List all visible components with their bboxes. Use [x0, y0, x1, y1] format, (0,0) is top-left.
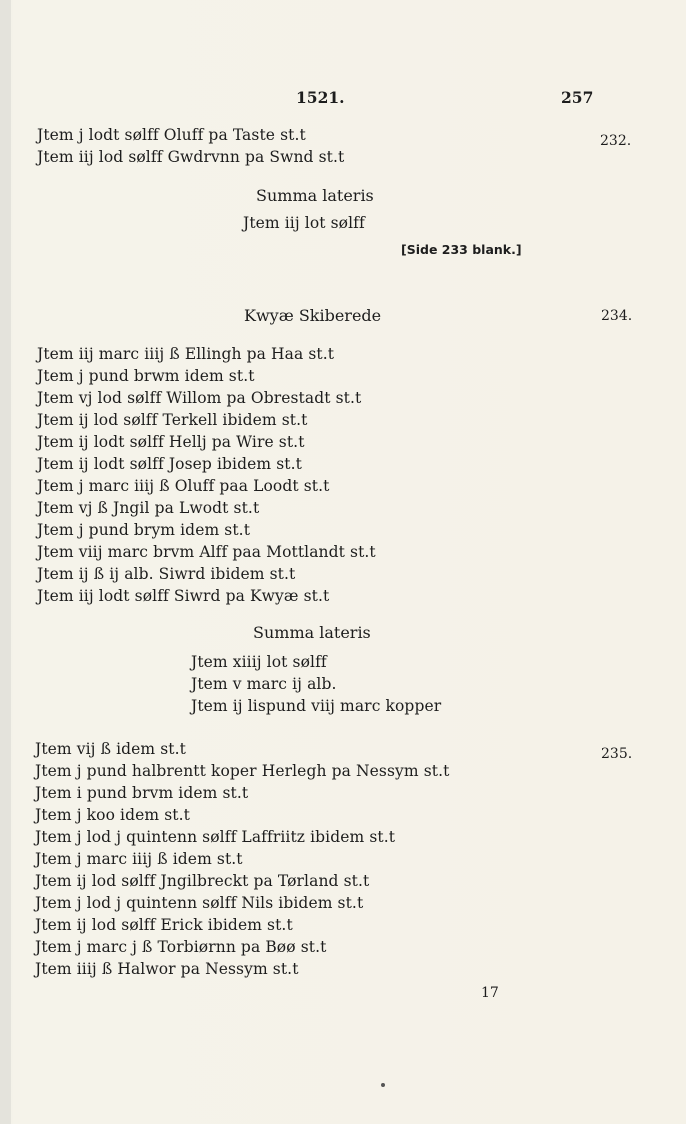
- summa-lateris-heading: Summa lateris: [256, 186, 374, 205]
- paper-speck: [381, 1083, 385, 1087]
- entry-line: Jtem ij lod sølff Terkell ibidem st.t: [37, 411, 308, 429]
- entry-line: Jtem iij lodt sølff Siwrd pa Kwyæ st.t: [37, 587, 330, 605]
- entry-line: Jtem j marc iiij ß idem st.t: [35, 850, 243, 868]
- margin-ref-232: 232.: [600, 133, 632, 149]
- header-page-number: 257: [561, 88, 594, 107]
- summa-lateris-heading: Summa lateris: [253, 623, 371, 642]
- margin-ref-235: 235.: [601, 746, 633, 762]
- summa-line: Jtem xiiij lot sølff: [191, 653, 327, 671]
- entry-line: Jtem j koo idem st.t: [35, 806, 190, 824]
- entry-line: Jtem iij lod sølff Gwdrvnn pa Swnd st.t: [37, 148, 345, 166]
- entry-line: Jtem ij ß ij alb. Siwrd ibidem st.t: [37, 565, 296, 583]
- entry-line: Jtem vj ß Jngil pa Lwodt st.t: [37, 499, 260, 517]
- folio-number: 17: [481, 985, 499, 1001]
- summa-line: Jtem iij lot sølff: [243, 214, 365, 232]
- margin-ref-234: 234.: [601, 308, 633, 324]
- entry-line: Jtem j lod j quintenn sølff Nils ibidem st.t: [35, 894, 364, 912]
- header-year: 1521.: [296, 88, 345, 107]
- entry-line: Jtem j pund brwm idem st.t: [37, 367, 255, 385]
- entry-line: Jtem j lodt sølff Oluff pa Taste st.t: [37, 126, 306, 144]
- section-heading: Kwyæ Skiberede: [244, 306, 382, 325]
- entry-line: Jtem iij marc iiij ß Ellingh pa Haa st.t: [37, 345, 335, 363]
- entry-line: Jtem vij ß idem st.t: [35, 740, 186, 758]
- entry-line: Jtem vj lod sølff Willom pa Obrestadt st.t: [37, 389, 362, 407]
- entry-line: Jtem ij lod sølff Erick ibidem st.t: [35, 916, 293, 934]
- summa-line: Jtem ij lispund viij marc kopper: [191, 697, 442, 715]
- entry-line: Jtem j pund halbrentt koper Herlegh pa Nessym st.t: [35, 762, 450, 780]
- entry-line: Jtem iiij ß Halwor pa Nessym st.t: [35, 960, 299, 978]
- entry-line: Jtem j marc j ß Torbiørnn pa Bøø st.t: [35, 938, 327, 956]
- side-note: [Side 233 blank.]: [401, 242, 522, 257]
- entry-line: Jtem viij marc brvm Alff paa Mottlandt st.t: [37, 543, 376, 561]
- entry-line: Jtem j marc iiij ß Oluff paa Loodt st.t: [37, 477, 330, 495]
- entry-line: Jtem i pund brvm idem st.t: [35, 784, 249, 802]
- page-edge-shadow: [0, 0, 11, 1124]
- summa-line: Jtem v marc ij alb.: [191, 675, 337, 693]
- entry-line: Jtem j pund brym idem st.t: [37, 521, 251, 539]
- entry-line: Jtem ij lodt sølff Hellj pa Wire st.t: [37, 433, 305, 451]
- entry-line: Jtem ij lod sølff Jngilbreckt pa Tørland st.t: [35, 872, 370, 890]
- entry-line: Jtem ij lodt sølff Josep ibidem st.t: [37, 455, 302, 473]
- entry-line: Jtem j lod j quintenn sølff Laffriitz ibidem st.t: [35, 828, 396, 846]
